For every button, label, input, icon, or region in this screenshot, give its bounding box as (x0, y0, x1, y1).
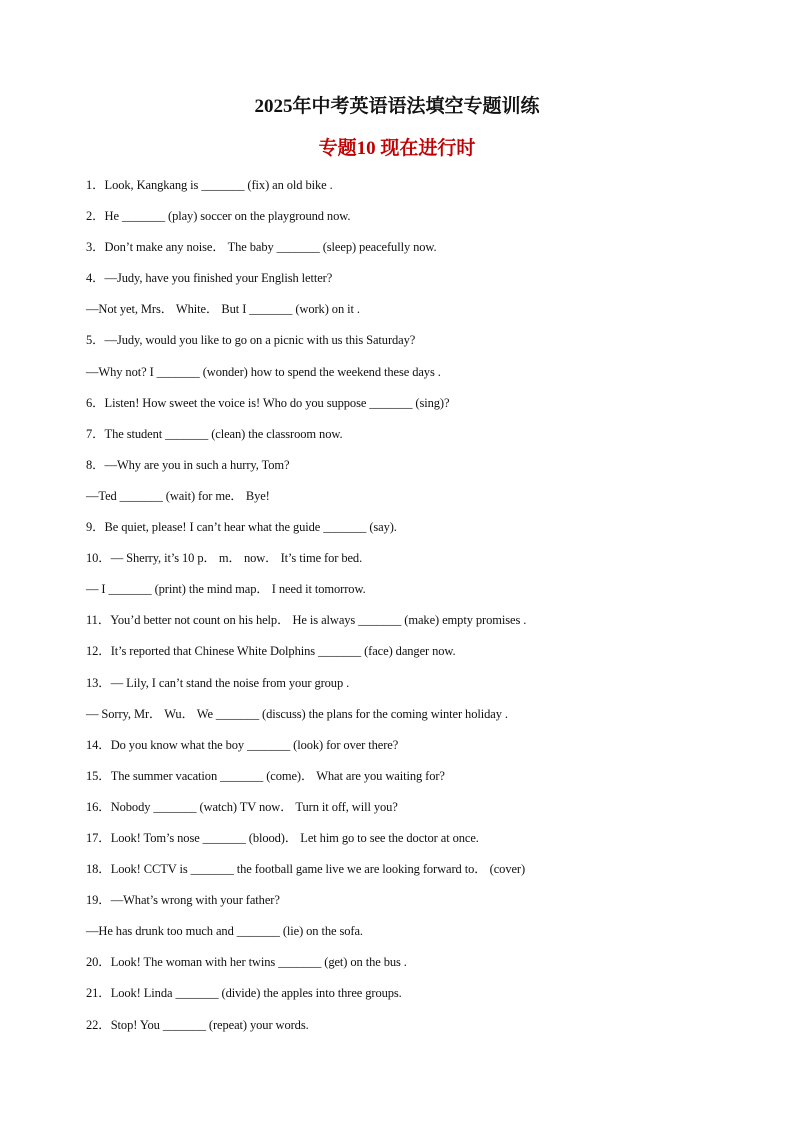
exercise-line: 5．—Judy, would you like to go on a picnic with us this Saturday? (86, 333, 416, 348)
page-subtitle: 专题10 现在进行时 (318, 138, 476, 159)
exercise-line: —Not yet, Mrs． White． But I _______ (work) on it . (86, 302, 360, 317)
exercise-line: 3．Don’t make any noise． The baby _______ (sleep) peacefully now. (86, 240, 437, 255)
exercise-line: —Why not? I _______ (wonder) how to spend the weekend these days . (86, 364, 441, 379)
exercise-line: 15．The summer vacation _______ (come)． What are you waiting for? (86, 768, 445, 783)
exercise-line: 6．Listen! How sweet the voice is! Who do you suppose _______ (sing)? (86, 395, 450, 410)
exercise-line: 20．Look! The woman with her twins _______ (get) on the bus . (86, 955, 407, 970)
exercise-line: —Ted _______ (wait) for me． Bye! (86, 488, 270, 503)
exercise-line: 17．Look! Tom’s nose _______ (blood)． Let him go to see the doctor at once. (86, 830, 479, 845)
exercise-line: 13．— Lily, I can’t stand the noise from your group . (86, 675, 350, 690)
exercise-line: 14．Do you know what the boy _______ (look) for over there? (86, 737, 399, 752)
exercise-line: 11．You’d better not count on his help． He is always _______ (make) empty promises . (86, 613, 527, 628)
exercise-line: 1．Look, Kangkang is _______ (fix) an old bike . (86, 178, 333, 192)
exercise-line: 21．Look! Linda _______ (divide) the apples into three groups. (86, 986, 402, 1001)
exercise-line: 9．Be quiet, please! I can’t hear what the guide _______ (say). (86, 520, 397, 535)
exercise-line: 18．Look! CCTV is _______ the football game live we are looking forward to． (cover) (86, 862, 526, 877)
exercise-line: 19．—What’s wrong with your father? (86, 893, 280, 908)
exercise-line: 10．— Sherry, it’s 10 p． m． now． It’s time for bed. (86, 551, 363, 566)
exercise-line: — Sorry, Mr． Wu． We _______ (discuss) the plans for the coming winter holiday . (86, 706, 508, 721)
page-title: 2025年中考英语语法填空专题训练 (254, 96, 540, 117)
exercise-line: 2．He _______ (play) soccer on the playground now. (86, 209, 351, 224)
exercise-line: 8．—Why are you in such a hurry, Tom? (86, 457, 290, 472)
exercise-line: 7．The student _______ (clean) the classroom now. (86, 426, 343, 441)
exercise-list (86, 174, 726, 1045)
exercise-line: 16．Nobody _______ (watch) TV now． Turn it off, will you? (86, 799, 398, 814)
exercise-line: — I _______ (print) the mind map． I need it tomorrow. (86, 582, 366, 597)
exercise-line: 4．—Judy, have you finished your English letter? (86, 271, 333, 286)
exercise-line: 22．Stop! You _______ (repeat) your words. (86, 1017, 309, 1032)
exercise-line: —He has drunk too much and _______ (lie) on the sofa. (86, 924, 363, 939)
exercise-line: 12．It’s reported that Chinese White Dolphins _______ (face) danger now. (86, 644, 456, 659)
